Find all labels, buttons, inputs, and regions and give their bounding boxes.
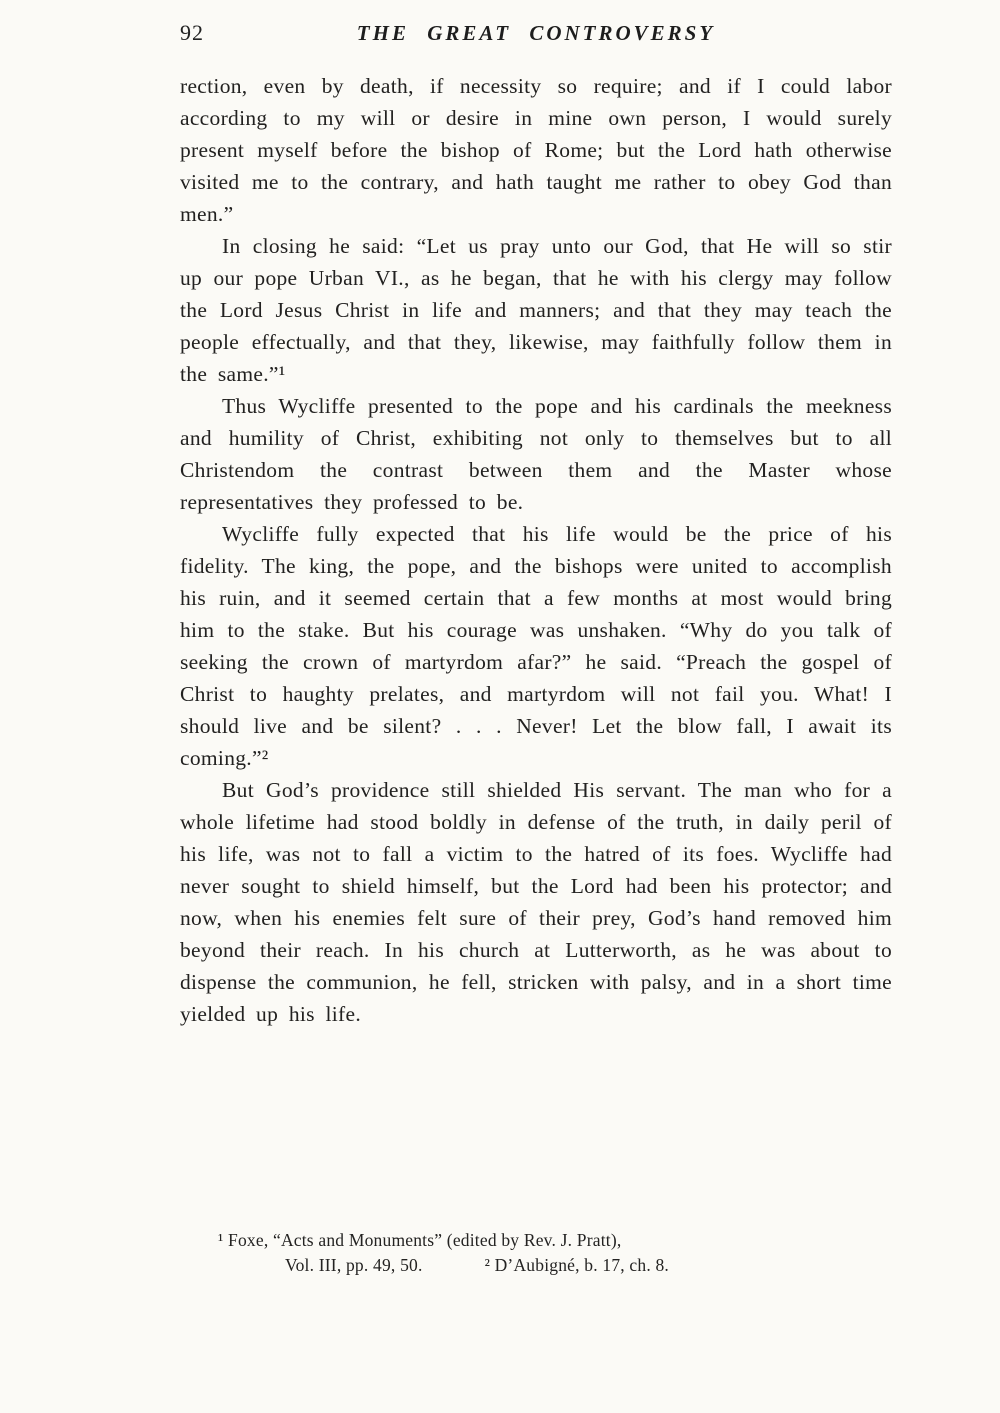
page-header xyxy=(180,20,892,52)
paragraph-3: Thus Wycliffe presented to the pope and his cardinals the meekness and humility of Christ, exhibiting not only to themselves but to all Christendom the contrast between them and the Master whose representatives they professed to be. xyxy=(180,394,892,514)
footnote-line-2 xyxy=(180,1253,892,1278)
page-number: 92 xyxy=(180,20,204,45)
paragraph-2: In closing he said: “Let us pray unto our God, that He will so stir up our pope Urban VI., as he began, that he with his clergy may follow the Lord Jesus Christ in life and manners; and that they may teach the people effectually, and that they, likewise, may faithfully follow them in the same.”¹ xyxy=(180,234,892,386)
paragraph-4: Wycliffe fully expected that his life would be the price of his fidelity. The king, the pope, and the bishops were united to accomplish his ruin, and it seemed certain that a few months at most would bring him to the stake. But his courage was unshaken. “Why do you talk of seeking the crown of martyrdom afar?” he said. “Preach the gospel of Christ to haughty prelates, and martyrdom will not fail you. What! I should live and be silent? . . . Never! Let the blow fall, I await its coming.”² xyxy=(180,522,892,770)
running-title: THE GREAT CONTROVERSY xyxy=(356,21,716,45)
footnote-1-line-1: ¹ Foxe, “Acts and Monuments” (edited by Rev. J. Pratt), xyxy=(218,1230,622,1250)
footnote-2: ² D’Aubigné, b. 17, ch. 8. xyxy=(484,1255,670,1275)
page-body xyxy=(180,70,892,1030)
footnotes xyxy=(180,1228,892,1278)
paragraph-5: But God’s providence still shielded His servant. The man who for a whole lifetime had stood boldly in defense of the truth, in daily peril of his life, was not to fall a victim to the hatred of its foes. Wycliffe had never sought to shield himself, but the Lord had been his protector; and now, when his enemies felt sure of their prey, God’s hand removed him beyond their reach. In his church at Lutterworth, as he was about to dispense the communion, he fell, stricken with palsy, and in a short time yielded up his life. xyxy=(180,778,892,1026)
paragraph-1: rection, even by death, if necessity so require; and if I could labor according to my will or desire in mine own person, I would surely present myself before the bishop of Rome; but the Lord hath otherwise visited me to the contrary, and hath taught me rather to obey God than men.” xyxy=(180,74,892,226)
footnote-1-line-2: Vol. III, pp. 49, 50. xyxy=(285,1255,423,1275)
